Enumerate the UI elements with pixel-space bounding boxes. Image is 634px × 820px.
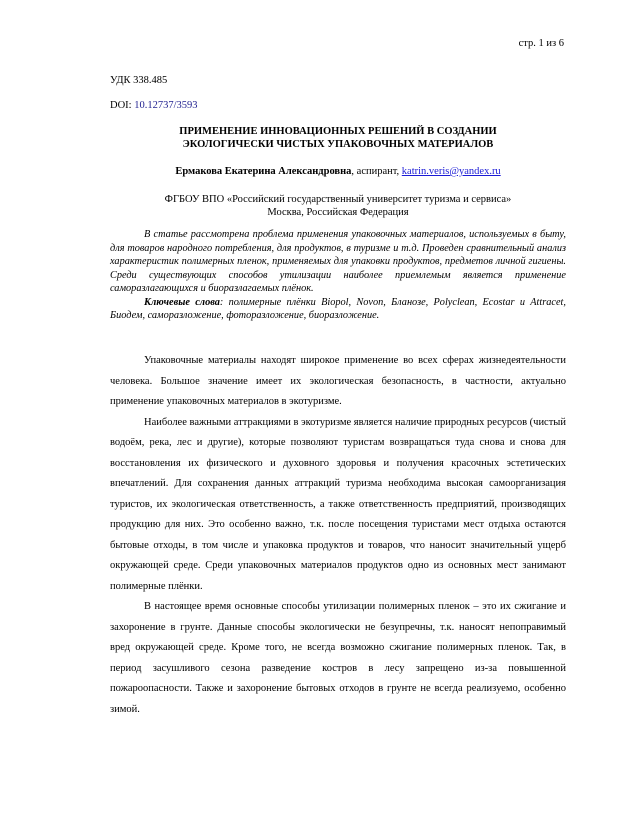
page-number: стр. 1 из 6 xyxy=(518,38,564,49)
doi-value[interactable]: 10.12737/3593 xyxy=(134,100,198,111)
keywords-label: Ключевые слова xyxy=(144,296,220,308)
paragraph: Упаковочные материалы находят широкое применение во всех сферах жизнедеятельности человека. Большое значение имеет их экологическая безопасность, в частности, актуально применение упаковочных материалов в экотуризме. xyxy=(110,355,566,407)
keywords xyxy=(110,296,566,323)
affiliation xyxy=(110,193,566,219)
udk-code: УДК 338.485 xyxy=(110,75,168,86)
doi-label: DOI: xyxy=(110,100,135,111)
title-line-1: ПРИМЕНЕНИЕ ИННОВАЦИОННЫХ РЕШЕНИЙ В СОЗДАНИИ xyxy=(179,126,497,137)
author-email-link[interactable]: katrin.veris@yandex.ru xyxy=(401,166,501,177)
article-title xyxy=(110,125,566,151)
abstract-text: В статье рассмотрена проблема применения упаковочных материалов, используемых в быту, для товаров народного потребления, для продуктов, в туризме и т.д. Проведен сравнительный анализ характеристик полимерных пленок, применяемых для упаковки продуктов, предметов личной гигиены. Среди существующих способов утилизации наиболее приемлемым является применение саморазлагающихся и биоразлагаемых плёнок. xyxy=(110,229,566,294)
affiliation-line-1: ФГБОУ ВПО «Российский государственный университет туризма и сервиса» xyxy=(164,194,512,205)
doi-line xyxy=(110,100,198,111)
paragraph: Наиболее важными аттракциями в экотуризме является наличие природных ресурсов (чистый водоём, река, лес и другие), которые позволяют туристам возвращаться туда снова и снова для восстановления их физического и духовного здоровья и получения красочных эстетических впечатлений. Для сохранения данных аттракций туризма необходима высокая самоорганизация туристов, их экологическая ответственность, а также ответственность предприятий, производящих продукцию для них. Это особенно важно, т.к. после посещения туристами мест отдыха остаются бытовые отходы, в том числе и упаковка продуктов и товаров, что наносит значительный ущерб окружающей среде. Среди упаковочных материалов продуктов одно из основных мест занимают полимерные плёнки. xyxy=(110,416,566,592)
affiliation-line-2: Москва, Российская Федерация xyxy=(267,207,409,218)
paragraph: В настоящее время основные способы утилизации полимерных пленок – это их сжигание и захоронение в грунте. Данные способы экологически не безупречны, т.к. наносят непоправимый вред окружающей среде. Кроме того, не всегда возможно сжигание полимерных пленок. Так, в период засушливого сезона разведение костров в лесу запрещено из-за повышенной пожароопасности. Также и захоронение бытовых отходов в грунте не всегда реализуемо, особенно зимой. xyxy=(110,601,566,715)
keywords-text: : полимерные плёнки Biopol, Novon, Бланозе, Polyclean, Ecostar и Attracet, Биодем, саморазложение, фоторазложение, биоразложение. xyxy=(110,296,566,321)
body-text xyxy=(110,351,566,720)
title-line-2: ЭКОЛОГИЧЕСКИ ЧИСТЫХ УПАКОВОЧНЫХ МАТЕРИАЛОВ xyxy=(182,139,494,150)
abstract xyxy=(110,228,566,323)
author-line xyxy=(110,166,566,177)
author-name: Ермакова Екатерина Александровна xyxy=(175,166,352,177)
author-role: , аспирант, xyxy=(351,166,402,177)
